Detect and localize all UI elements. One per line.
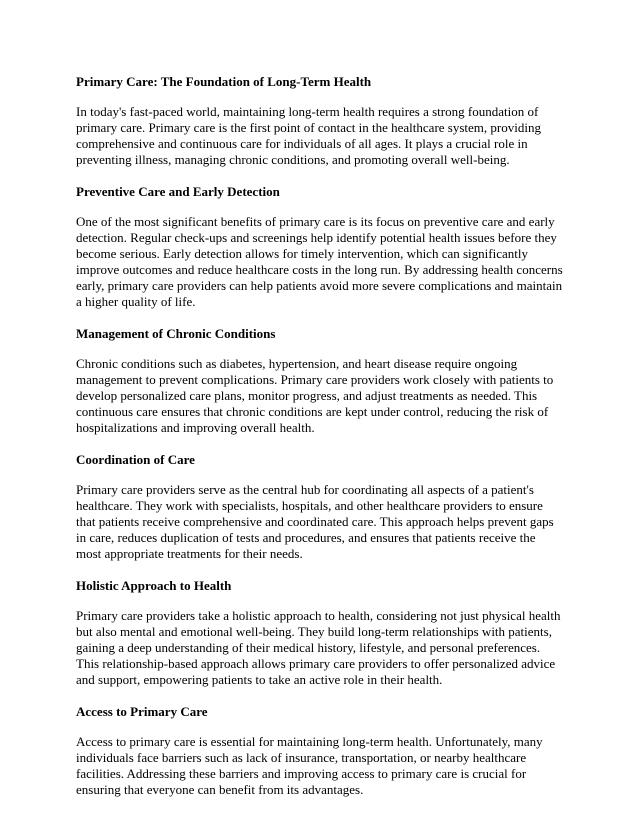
- intro-paragraph: In today's fast-paced world, maintaining long-term health requires a strong foundation of primary care. Primary care is the first point of contact in the healthcare system, providing comprehensive and continuous care for individuals of all ages. It plays a crucial role in preventing illness, managing chronic conditions, and promoting overall well-being.: [76, 104, 541, 167]
- section-paragraph: Chronic conditions such as diabetes, hypertension, and heart disease require ongoing management to prevent complications. Primary care providers work closely with patients to develop personalized care plans, monitor progress, and adjust treatments as needed. This continuous care ensures that chronic conditions are kept under control, reducing the risk of hospitalizations and improving overall health.: [76, 356, 554, 435]
- section-paragraph: Primary care providers take a holistic approach to health, considering not just physical health but also mental and emotional well-being. They build long-term relationships with patients, gaining a deep understanding of their medical history, lifestyle, and personal preferences. This relationship-based approach allows primary care providers to offer personalized advice and support, empowering patients to take an active role in their health.: [76, 608, 561, 687]
- section-heading: Coordination of Care: [76, 452, 195, 467]
- section-heading: Holistic Approach to Health: [76, 578, 232, 593]
- section-coordination-of-care: [76, 451, 564, 562]
- section-preventive-care: [76, 183, 564, 310]
- section-paragraph: One of the most significant benefits of primary care is its focus on preventive care and early detection. Regular check-ups and screenings help identify potential health issues before they become serious. Early detection allows for timely intervention, which can significantly improve outcomes and reduce healthcare costs in the long run. By addressing health concerns early, primary care providers can help patients avoid more severe complications and maintain a higher quality of life.: [76, 214, 563, 309]
- section-holistic-approach: [76, 577, 564, 688]
- section-paragraph: Primary care providers serve as the central hub for coordinating all aspects of a patient's healthcare. They work with specialists, hospitals, and other healthcare providers to ensure that patients receive comprehensive and coordinated care. This approach helps prevent gaps in care, reduces duplication of tests and procedures, and ensures that patients receive the most appropriate treatments for their needs.: [76, 482, 554, 561]
- document-title: Primary Care: The Foundation of Long-Term Health: [76, 74, 372, 89]
- section-heading: Access to Primary Care: [76, 704, 208, 719]
- section-heading: Preventive Care and Early Detection: [76, 184, 280, 199]
- document-page: [76, 73, 564, 813]
- section-heading: Management of Chronic Conditions: [76, 326, 276, 341]
- section-access-to-care: [76, 703, 564, 798]
- section-paragraph: Access to primary care is essential for maintaining long-term health. Unfortunately, many individuals face barriers such as lack of insurance, transportation, or nearby healthcare facilities. Addressing these barriers and improving access to primary care is crucial for ensuring that everyone can benefit from its advantages.: [76, 734, 543, 797]
- section-chronic-conditions: [76, 325, 564, 436]
